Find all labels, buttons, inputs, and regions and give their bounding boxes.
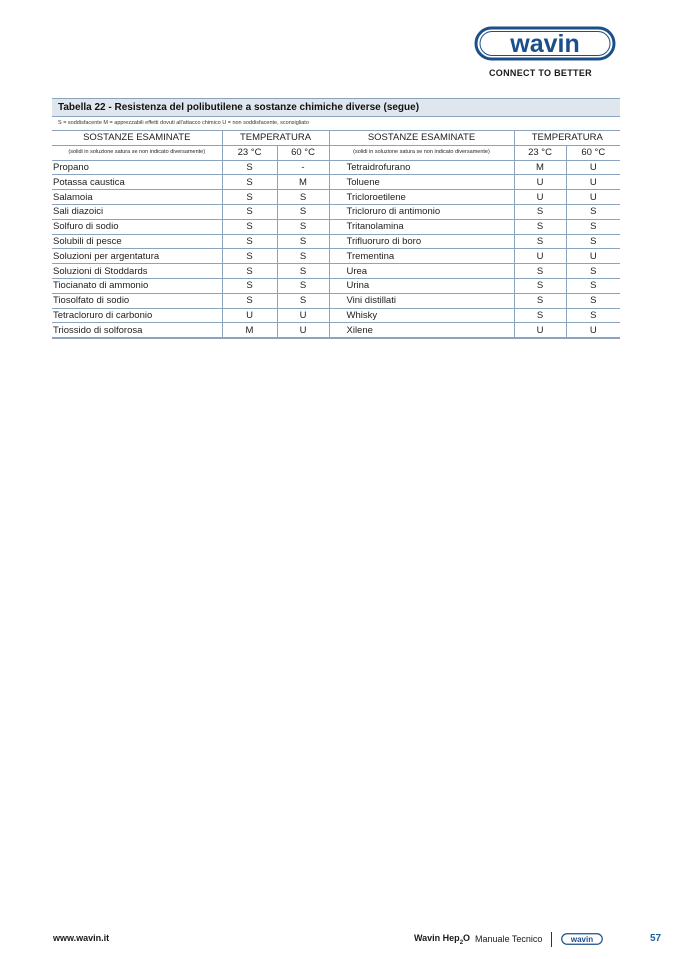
col-substance-left: SOSTANZE ESAMINATE xyxy=(52,131,222,145)
value-60-left: U xyxy=(277,323,329,338)
table-row xyxy=(52,278,620,293)
value-60-right: S xyxy=(566,278,620,293)
value-23-right: U xyxy=(514,190,566,205)
substance-right: Tricloroetilene xyxy=(329,190,514,205)
footer-brand xyxy=(414,931,603,947)
temp-23-left: 23 °C xyxy=(222,145,277,160)
value-60-left: S xyxy=(277,278,329,293)
value-60-left: S xyxy=(277,234,329,249)
value-60-left: S xyxy=(277,190,329,205)
temp-23-right: 23 °C xyxy=(514,145,566,160)
value-23-right: S xyxy=(514,293,566,308)
table-row xyxy=(52,204,620,219)
value-23-right: S xyxy=(514,234,566,249)
substance-left: Soluzioni di Stoddards xyxy=(52,264,222,279)
value-60-right: U xyxy=(566,190,620,205)
small-logo-text: wavin xyxy=(571,935,594,944)
value-23-left: U xyxy=(222,308,277,323)
value-60-right: S xyxy=(566,219,620,234)
page-number: 57 xyxy=(650,933,662,944)
substance-left: Salamoia xyxy=(52,190,222,205)
chemical-resistance-table xyxy=(52,98,620,339)
value-23-left: S xyxy=(222,278,277,293)
substance-left: Solfuro di sodio xyxy=(52,219,222,234)
value-23-left: S xyxy=(222,175,277,190)
product-name-suffix: O xyxy=(463,932,471,943)
substance-right: Trementina xyxy=(329,249,514,264)
table-legend: S = soddisfacente M = apprezzabili effetti dovuti all'attacco chimico U = non soddisfacente, sconsigliato xyxy=(52,117,620,131)
value-60-left: - xyxy=(277,160,329,175)
value-23-right: S xyxy=(514,278,566,293)
col-substance-right: SOSTANZE ESAMINATE xyxy=(329,131,514,145)
value-60-left: S xyxy=(277,249,329,264)
value-60-left: S xyxy=(277,293,329,308)
substance-left: Potassa caustica xyxy=(52,175,222,190)
value-23-right: S xyxy=(514,308,566,323)
value-23-right: S xyxy=(514,219,566,234)
substance-right: Urina xyxy=(329,278,514,293)
value-23-left: S xyxy=(222,160,277,175)
substance-right: Whisky xyxy=(329,308,514,323)
value-60-right: S xyxy=(566,293,620,308)
value-60-right: S xyxy=(566,264,620,279)
value-60-left: U xyxy=(277,308,329,323)
value-60-left: S xyxy=(277,219,329,234)
value-23-right: U xyxy=(514,249,566,264)
value-23-left: M xyxy=(222,323,277,338)
value-60-right: S xyxy=(566,204,620,219)
value-23-right: M xyxy=(514,160,566,175)
value-23-right: S xyxy=(514,264,566,279)
value-60-right: U xyxy=(566,160,620,175)
value-60-right: S xyxy=(566,234,620,249)
table-row xyxy=(52,190,620,205)
value-23-right: S xyxy=(514,204,566,219)
value-60-left: S xyxy=(277,204,329,219)
substance-left: Propano xyxy=(52,160,222,175)
substance-left: Tiocianato di ammonio xyxy=(52,278,222,293)
value-23-left: S xyxy=(222,204,277,219)
tagline: CONNECT TO BETTER xyxy=(489,68,592,78)
small-wavin-logo xyxy=(561,933,603,945)
temp-60-right: 60 °C xyxy=(566,145,620,160)
table-row xyxy=(52,175,620,190)
col-temperature-right: TEMPERATURA xyxy=(514,131,620,145)
wavin-logo xyxy=(474,26,616,61)
table-body xyxy=(52,160,620,338)
value-60-right: U xyxy=(566,323,620,338)
substance-left: Tetracloruro di carbonio xyxy=(52,308,222,323)
manual-label: Manuale Tecnico xyxy=(475,934,543,944)
col-temperature-left: TEMPERATURA xyxy=(222,131,329,145)
table-title: Tabella 22 - Resistenza del polibutilene a sostanze chimiche diverse (segue) xyxy=(52,98,620,117)
value-23-right: U xyxy=(514,175,566,190)
substance-right: Tritanolamina xyxy=(329,219,514,234)
value-23-left: S xyxy=(222,190,277,205)
value-23-left: S xyxy=(222,293,277,308)
substance-right: Trifluoruro di boro xyxy=(329,234,514,249)
substance-right: Tricloruro di antimonio xyxy=(329,204,514,219)
value-60-right: U xyxy=(566,249,620,264)
value-23-left: S xyxy=(222,249,277,264)
table-row xyxy=(52,323,620,338)
table-row xyxy=(52,249,620,264)
substance-right: Urea xyxy=(329,264,514,279)
note-right: (solidi in soluzione satura se non indicato diversamente) xyxy=(329,145,514,160)
substance-left: Tiosolfato di sodio xyxy=(52,293,222,308)
substance-left: Sali diazoici xyxy=(52,204,222,219)
substance-right: Xilene xyxy=(329,323,514,338)
product-name-sub: 2 xyxy=(459,939,464,946)
value-60-left: M xyxy=(277,175,329,190)
header-row xyxy=(52,131,620,145)
substance-left: Solubili di pesce xyxy=(52,234,222,249)
value-23-left: S xyxy=(222,219,277,234)
table-row xyxy=(52,293,620,308)
logo-text: wavin xyxy=(510,30,580,58)
value-23-left: S xyxy=(222,264,277,279)
table-row xyxy=(52,219,620,234)
substance-left: Soluzioni per argentatura xyxy=(52,249,222,264)
substance-right: Vini distillati xyxy=(329,293,514,308)
table-row xyxy=(52,264,620,279)
value-23-left: S xyxy=(222,234,277,249)
temp-60-left: 60 °C xyxy=(277,145,329,160)
table-row xyxy=(52,308,620,323)
value-23-right: U xyxy=(514,323,566,338)
subheader-row xyxy=(52,145,620,160)
table-row xyxy=(52,234,620,249)
footer-divider xyxy=(551,932,552,947)
note-left: (solidi in soluzione satura se non indicato diversamente) xyxy=(52,145,222,160)
value-60-right: U xyxy=(566,175,620,190)
table-row xyxy=(52,160,620,175)
product-name-main: Wavin Hep xyxy=(414,932,460,943)
product-name xyxy=(414,933,470,946)
substance-right: Toluene xyxy=(329,175,514,190)
substance-left: Triossido di solforosa xyxy=(52,323,222,338)
website-link[interactable]: www.wavin.it xyxy=(53,933,110,943)
substance-right: Tetraidrofurano xyxy=(329,160,514,175)
value-60-left: S xyxy=(277,264,329,279)
value-60-right: S xyxy=(566,308,620,323)
data-table xyxy=(52,131,620,339)
